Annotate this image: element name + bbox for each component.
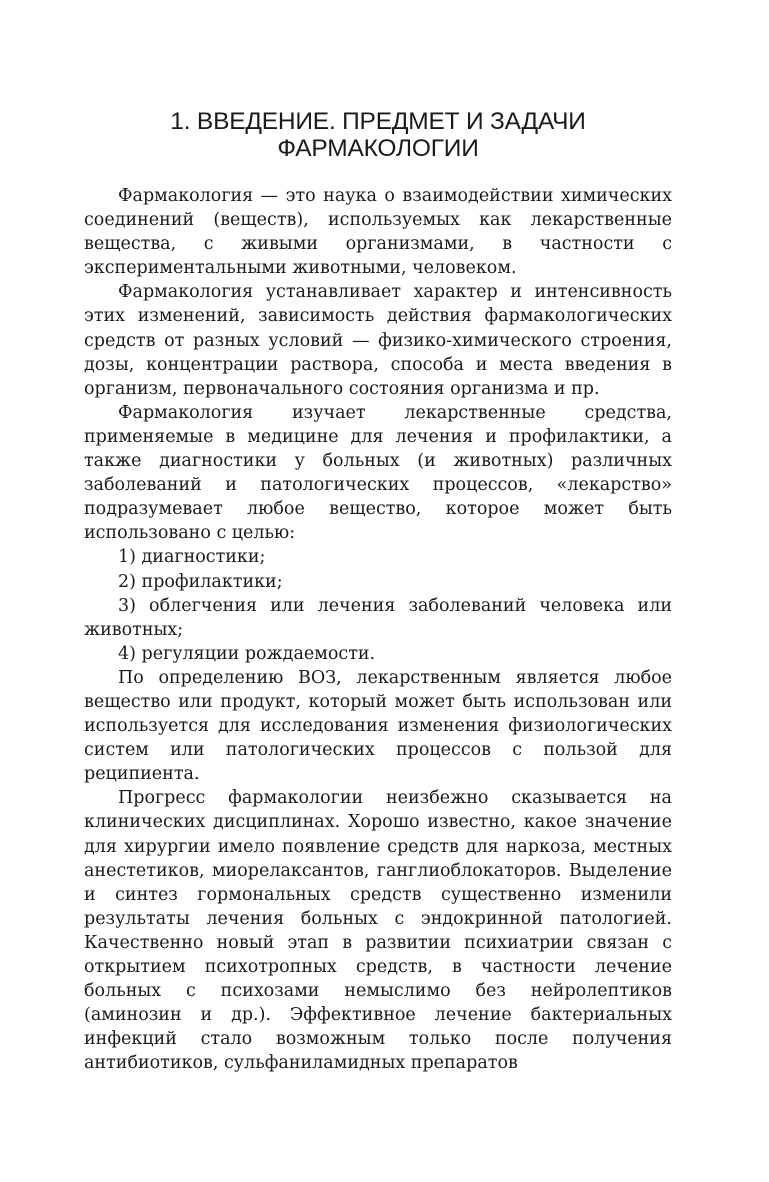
paragraph-effects: Фармакология устанавливает характер и интенсивность этих изменений, зависимость действия фармакологических средств от разных условий — физико-химического строения, дозы, концентрации раствора, способа и места введения в организм, первоначального состояния организма и пр. (84, 282, 672, 399)
body-text (84, 184, 672, 1075)
paragraph-study-scope: Фармакология изучает лекарственные средства, применяемые в медицине для лечения и профилактики, а также диагностики у больных (и животных) различных заболеваний и патологических процессов, «лекарство» подразумевает любое вещество, которое может быть использовано с целью: (84, 402, 672, 544)
paragraph-progress: Прогресс фармакологии неизбежно сказывается на клинических дисциплинах. Хорошо известно, какое значение для хирургии имело появление средств для наркоза, местных анестетиков, миорелаксантов, ганглиоблокаторов. Выделение и синтез гормональных средств существенно изменили результаты лечения больных с эндокринной патологией. Качественно новый этап в развитии психиатрии связан с открытием психотропных средств, в частности лечение больных с психозами немыслимо без нейролептиков (аминозин и др.). Эффективное лечение бактериальных инфекций стало возможным только после получения антибиотиков, сульфаниламидных препаратов (84, 788, 672, 1074)
chapter-title-line-1: 1. ВВЕДЕНИЕ. ПРЕДМЕТ И ЗАДАЧИ (170, 108, 586, 135)
paragraph-who-definition: По определению ВОЗ, лекарственным является любое вещество или продукт, который может быть использован или используется для исследования изменения физиологических систем или патологических процессов с пользой для реципиента. (84, 667, 672, 785)
paragraph-definition: Фармакология — это наука о взаимодействии химических соединений (веществ), используемых как лекарственные вещества, с живыми организмами, в частности с экспериментальными животными, человеком. (84, 186, 672, 279)
list-item-2: 2) профилактики; (118, 571, 283, 592)
book-page (84, 108, 672, 1075)
list-item-4: 4) регуляции рождаемости. (118, 643, 376, 664)
list-item-3: 3) облегчения или лечения заболеваний человека или животных; (84, 595, 672, 640)
chapter-title-line-2: ФАРМАКОЛОГИИ (277, 135, 479, 162)
chapter-title (84, 108, 672, 162)
list-item-1: 1) диагностики; (118, 547, 266, 568)
